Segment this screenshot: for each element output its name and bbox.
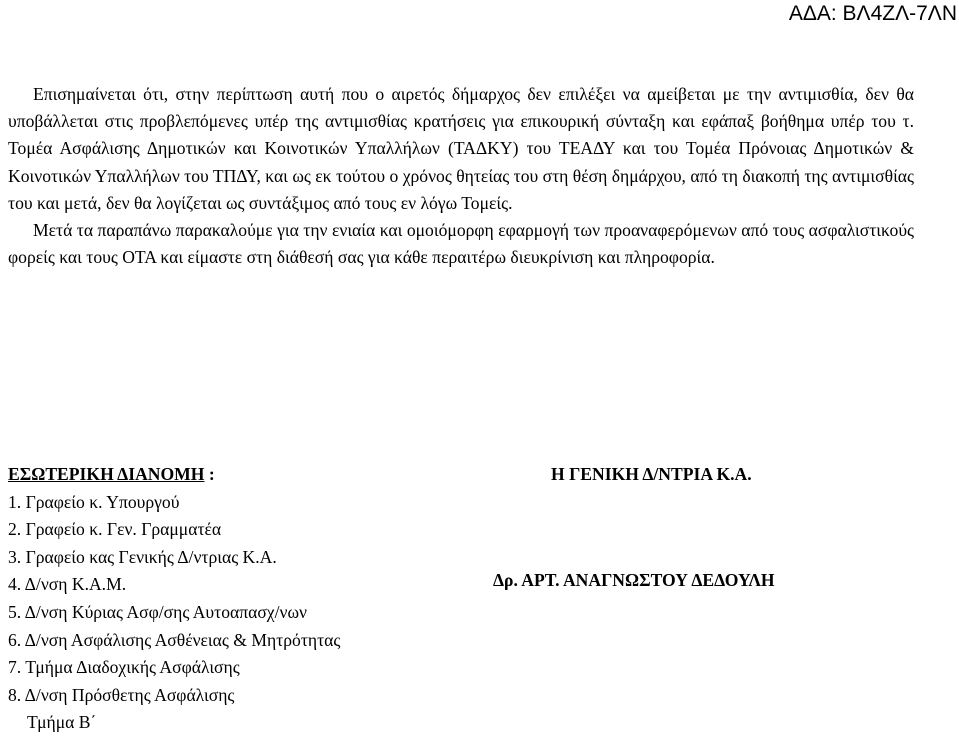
- distribution-item: 1. Γραφείο κ. Υπουργού: [8, 491, 180, 512]
- distribution-item: 8. Δ/νση Πρόσθετης Ασφάλισης: [8, 684, 235, 705]
- distribution-title-suffix: :: [204, 464, 215, 484]
- distribution-item: 3. Γραφείο κας Γενικής Δ/ντριας Κ.Α.: [8, 546, 277, 567]
- distribution-item: 2. Γραφείο κ. Γεν. Γραμματέα: [8, 519, 222, 540]
- distribution-item: 4. Δ/νση Κ.Α.Μ.: [8, 574, 127, 595]
- distribution-item: 7. Τμήμα Διαδοχικής Ασφάλισης: [8, 657, 240, 678]
- paragraph-1: Επισημαίνεται ότι, στην περίπτωση αυτή που ο αιρετός δήμαρχος δεν επιλέξει να αμείβεται με την αντιμισθία, δεν θα υποβάλλεται στις προβλεπόμενες υπέρ της αντιμισθίας κρατήσεις για επικουρική σύνταξη και εφάπαξ βοήθημα υπέρ του τ. Τομέα Ασφάλισης Δημοτικών και Κοινοτικών Υπαλλήλων (ΤΑΔΚΥ) του ΤΕΑΔΥ και του Τομέα Πρόνοιας Δημοτικών & Κοινοτικών Υπαλλήλων του ΤΠΔΥ, και ως εκ τούτου ο χρόνος θητείας του στη θέση δημάρχου, από τη διακοπή της αντιμισθίας του και μετά, δεν θα λογίζεται ως συντάξιμος από τους εν λόγω Τομείς.: [8, 84, 914, 213]
- distribution-title: [8, 461, 340, 489]
- ada-code: ΑΔΑ: ΒΛ4ΖΛ-7ΛΝ: [788, 2, 957, 25]
- signoff-title: Η ΓΕΝΙΚΗ Δ/ΝΤΡΙΑ Κ.Α.: [551, 464, 752, 484]
- paragraph-2: Μετά τα παραπάνω παρακαλούμε για την ενιαία και ομοιόμορφη εφαρμογή των προαναφερόμενων από τους ασφαλιστικούς φορείς και τους ΟΤΑ και είμαστε στη διάθεσή σας για κάθε περαιτέρω διευκρίνιση και πληροφορία.: [8, 220, 914, 268]
- internal-distribution: [8, 461, 340, 737]
- distribution-item: 5. Δ/νση Κύριας Ασφ/σης Αυτοαπασχ/νων: [8, 601, 307, 622]
- distribution-item: 6. Δ/νση Ασφάλισης Ασθένειας & Μητρότητας: [8, 629, 341, 650]
- document-body: [8, 81, 914, 271]
- distribution-item: Τμήμα Β΄: [27, 712, 97, 733]
- distribution-list: [8, 489, 340, 737]
- distribution-title-text: ΕΣΩΤΕΡΙΚΗ ΔΙΑΝΟΜΗ: [8, 464, 205, 484]
- signoff-name: Δρ. ΑΡΤ. ΑΝΑΓΝΩΣΤΟΥ ΔΕΔΟΥΛΗ: [493, 570, 775, 590]
